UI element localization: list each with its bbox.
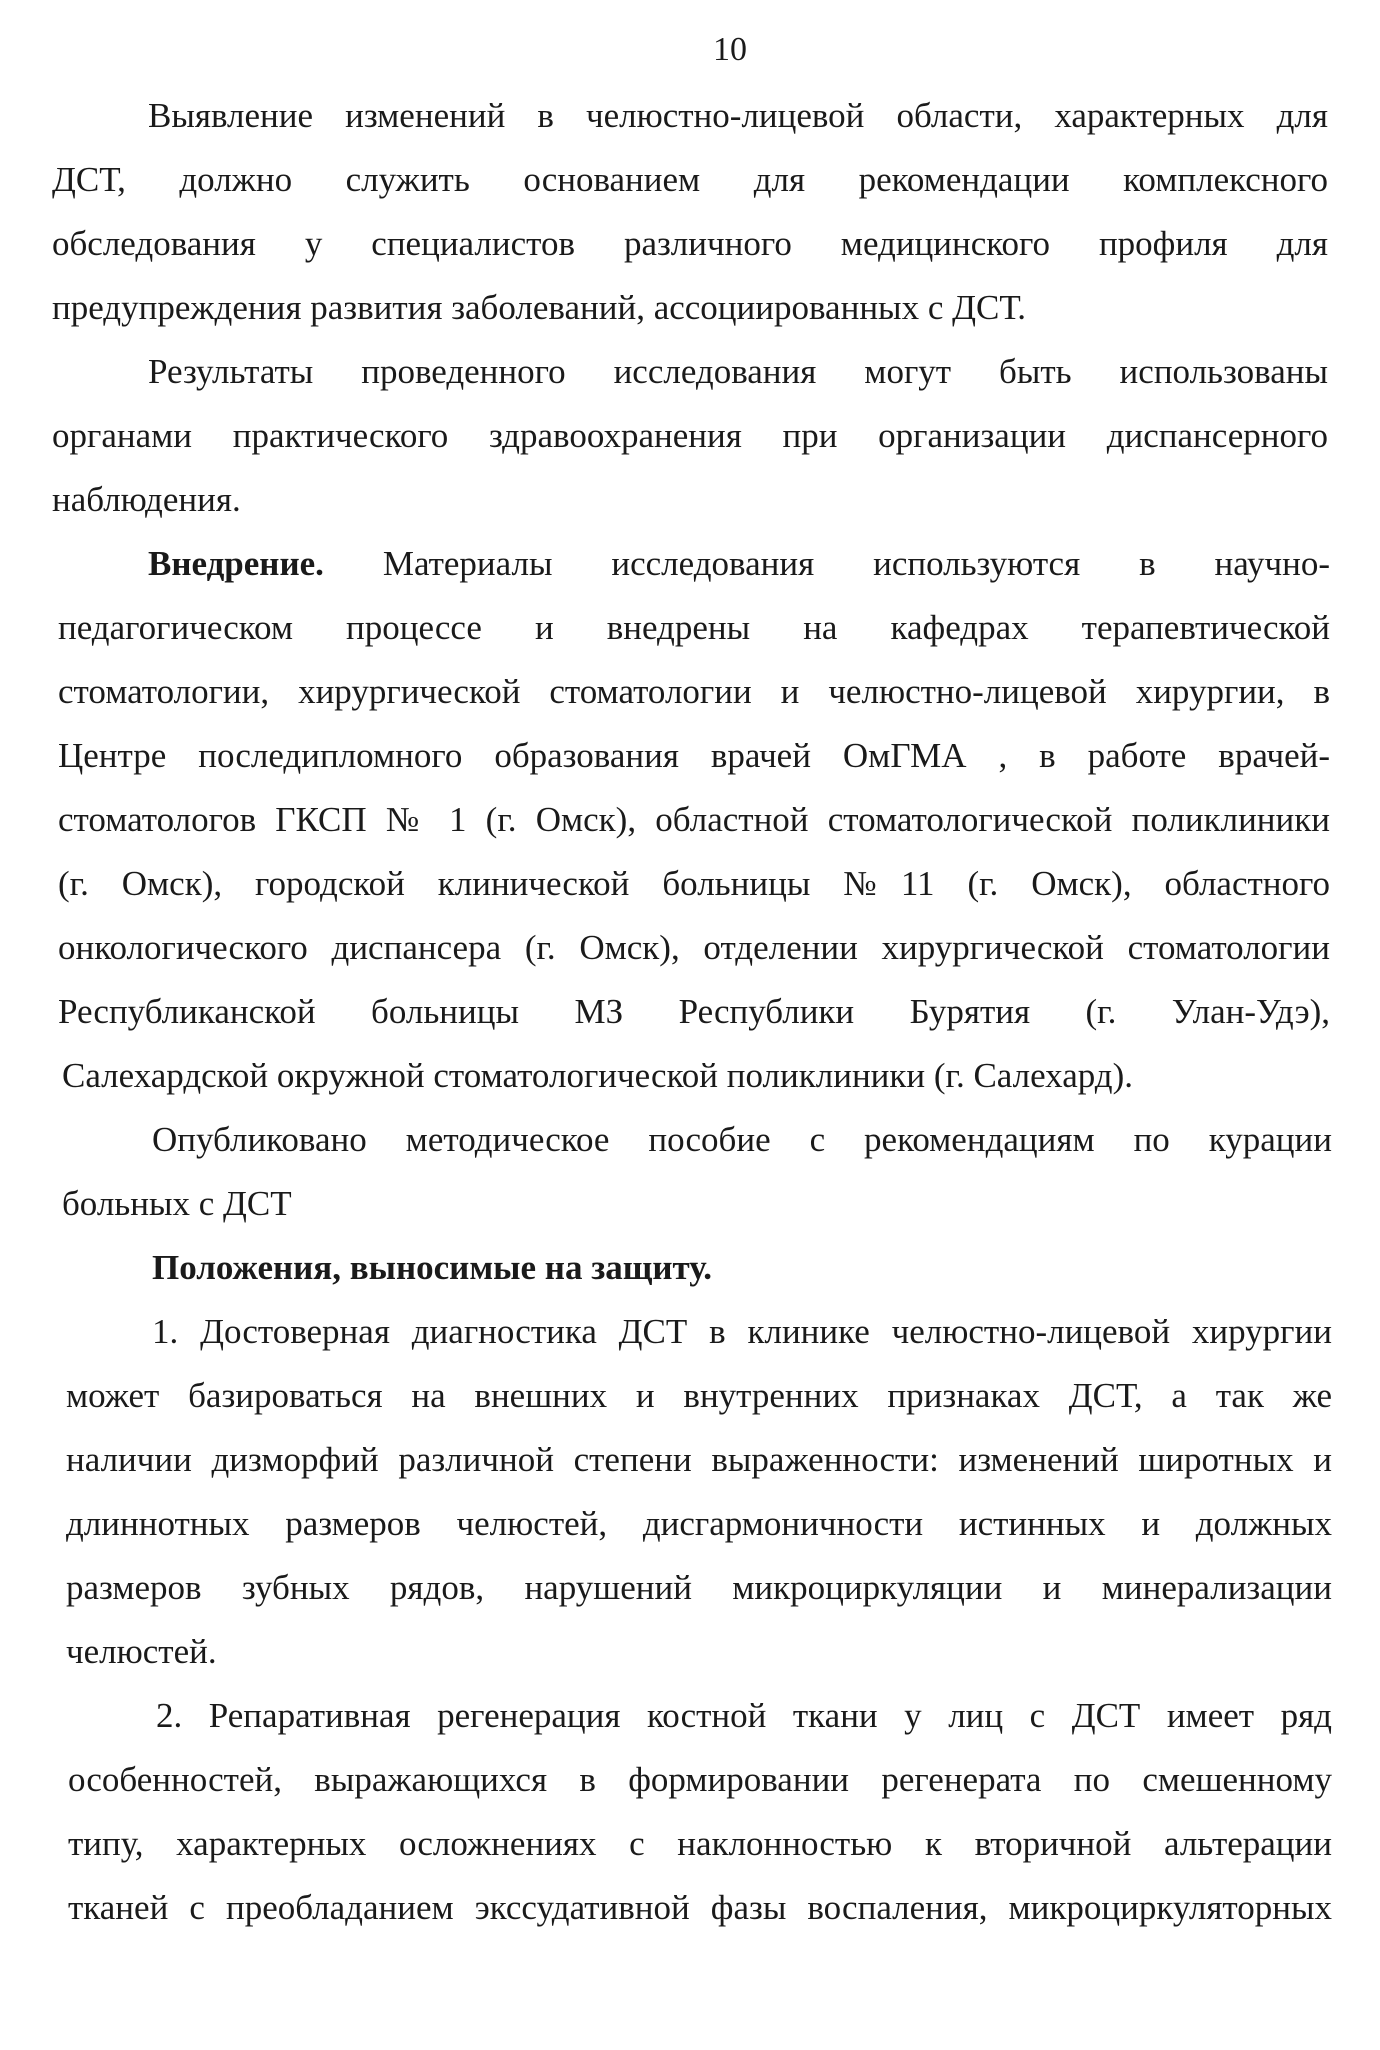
text-line: Салехардской окружной стоматологической поликлиники (г. Салехард). — [62, 1056, 1134, 1095]
text-line: особенностей, выражающихся в формировании регенерата по смешенному — [68, 1760, 1332, 1799]
text-line: онкологического диспансера (г. Омск), отделении хирургической стоматологии — [58, 928, 1330, 967]
text-line: длиннотных размеров челюстей, дисгармоничности истинных и должных — [66, 1504, 1332, 1543]
text-line: ДСТ, должно служить основанием для рекомендации комплексного — [52, 160, 1328, 199]
text-line: педагогическом процессе и внедрены на кафедрах терапевтической — [58, 608, 1330, 647]
text-line: предупреждения развития заболеваний, ассоциированных с ДСТ. — [52, 288, 1026, 327]
text-fragment: Материалы исследования используются в научно- — [382, 544, 1331, 583]
text-line: Опубликовано методическое пособие с рекомендациям по курации — [152, 1120, 1332, 1159]
text-line: Республиканской больницы МЗ Республики Бурятия (г. Улан-Удэ), — [58, 992, 1330, 1031]
list-item-line: 1. Достоверная диагностика ДСТ в клинике челюстно-лицевой хирургии — [152, 1312, 1332, 1351]
text-line: стоматологии, хирургической стоматологии и челюстно-лицевой хирургии, в — [58, 672, 1330, 711]
text-line: Центре последипломного образования врачей ОмГМА , в работе врачей- — [58, 736, 1330, 775]
text-line: Результаты проведенного исследования могут быть использованы — [148, 352, 1328, 391]
text-line: обследования у специалистов различного медицинского профиля для — [52, 224, 1328, 263]
text-line: (г. Омск), городской клинической больницы №11 (г. Омск), областного — [58, 864, 1330, 903]
inline-heading-vnedrenie: Внедрение. — [148, 544, 324, 583]
page-number: 10 — [713, 31, 747, 68]
list-item-line: 2. Репаративная регенерация костной ткани у лиц с ДСТ имеет ряд — [156, 1696, 1332, 1735]
text-line: тканей с преобладанием экссудативной фазы воспаления, микроциркуляторных — [68, 1888, 1332, 1927]
text-line: наличии дизморфий различной степени выраженности: изменений широтных и — [66, 1440, 1332, 1479]
text-line: больных с ДСТ — [62, 1184, 292, 1223]
text-line: челюстей. — [66, 1632, 217, 1671]
text-line: типу, характерных осложнениях с наклонностью к вторичной альтерации — [68, 1824, 1332, 1863]
text-line: размеров зубных рядов, нарушений микроциркуляции и минерализации — [66, 1568, 1332, 1607]
section-heading: Положения, выносимые на защиту. — [152, 1248, 712, 1287]
text-line: стоматологов ГКСП № 1 (г. Омск), областной стоматологической поликлиники — [58, 800, 1330, 839]
text-line: Выявление изменений в челюстно-лицевой области, характерных для — [148, 96, 1328, 135]
text-line-with-heading — [148, 542, 1330, 586]
text-line: может базироваться на внешних и внутренних признаках ДСТ, а так же — [66, 1376, 1332, 1415]
text-line: наблюдения. — [52, 480, 241, 519]
text-line: органами практического здравоохранения при организации диспансерного — [52, 416, 1328, 455]
